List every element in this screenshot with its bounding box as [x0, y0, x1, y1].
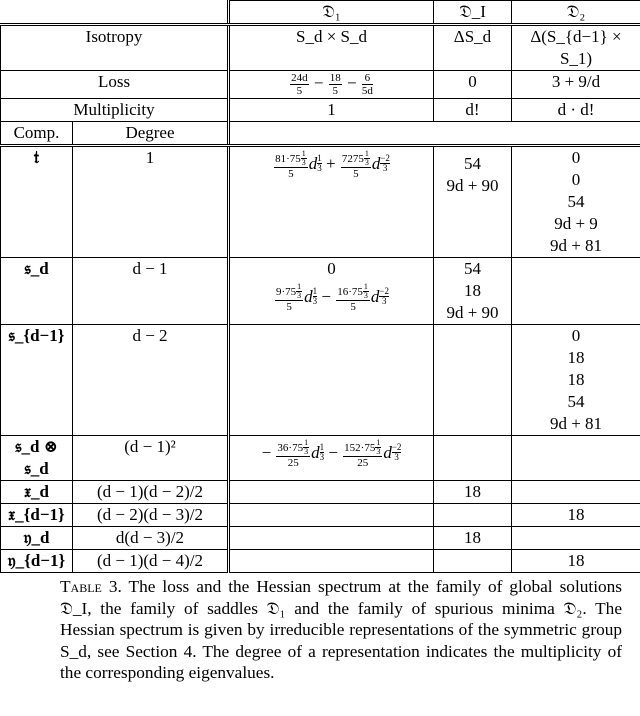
denominator: 5 [286, 301, 292, 313]
eigenvalue-formula [232, 436, 431, 472]
dI-eigenvalues [434, 550, 512, 573]
variable: d [304, 286, 313, 306]
header-d1: 𝔇₁ [229, 1, 434, 25]
component: 𝔰_{d−1} [1, 325, 73, 436]
multiplicity-label: Multiplicity [1, 99, 229, 122]
component: 𝔶_{d−1} [1, 550, 73, 573]
dI-eigenvalues [434, 325, 512, 436]
denominator: 5 [332, 85, 338, 97]
operator: − [328, 442, 338, 462]
fraction [343, 439, 382, 469]
d2-eigenvalues [512, 504, 640, 527]
component: 𝔶_d [1, 527, 73, 550]
degree: (d − 1)(d − 4)/2 [73, 550, 229, 573]
exponent [363, 283, 369, 300]
empty-corner [1, 1, 229, 25]
exp-den: 3 [319, 451, 325, 462]
exp-num: −2 [391, 441, 402, 452]
isotropy-d2: Δ(S_{d−1} × S_1) [512, 25, 640, 71]
exponent [317, 154, 322, 173]
table-row [1, 504, 640, 527]
eigenvalue: 9d + 9 [554, 214, 598, 233]
variable: d [383, 442, 392, 462]
denominator: 25 [357, 457, 369, 469]
multiplicity-d2: d · d! [512, 99, 640, 122]
exp-den: 3 [364, 158, 369, 167]
d1-eigenvalues [229, 527, 434, 550]
eigenvalue: 18 [464, 482, 481, 501]
variable: d [308, 153, 318, 173]
degree: (d − 1)(d − 2)/2 [73, 481, 229, 504]
numerator-base: 16·75 [337, 286, 363, 298]
eigenvalue: 54 [567, 392, 585, 411]
operator: − [347, 73, 357, 93]
loss-d1 [229, 71, 434, 99]
degree: d − 2 [73, 325, 229, 436]
exp-den: 3 [382, 162, 388, 173]
fraction [274, 150, 308, 180]
numerator: 6 [362, 72, 373, 85]
d1-eigenvalues [229, 146, 434, 258]
exp-num: 1 [376, 438, 381, 447]
degree: 1 [73, 146, 229, 258]
exp-den: 3 [317, 162, 322, 173]
exp-num: −2 [380, 152, 390, 163]
sign: − [261, 442, 272, 462]
operator: + [326, 153, 336, 173]
numerator-base: 7275 [341, 153, 364, 165]
eigenvalue: 54 [464, 154, 481, 173]
variable: d [311, 442, 320, 462]
eigenvalue: 0 [571, 148, 581, 167]
dI-eigenvalues [434, 481, 512, 504]
exponent [380, 154, 390, 173]
d1-eigenvalues [229, 504, 434, 527]
exp-num: 1 [304, 438, 309, 447]
denominator: 5d [361, 85, 373, 97]
table-row [1, 258, 640, 325]
degree-header: Degree [73, 122, 229, 146]
degree: d(d − 3)/2 [73, 527, 229, 550]
exp-num: 1 [364, 149, 369, 158]
exp-den: 3 [363, 291, 368, 300]
denominator: 25 [287, 457, 299, 469]
variable: d [371, 153, 381, 173]
degree: (d − 1)² [73, 436, 229, 481]
eigenvalue: 18 [464, 528, 481, 547]
exp-den: 3 [376, 447, 381, 456]
eigenvalue-formula [232, 147, 431, 183]
numerator-base: 9·75 [275, 286, 297, 298]
numerator [276, 439, 310, 457]
fraction [275, 283, 303, 313]
eigenvalue: 18 [567, 370, 585, 389]
eigenvalue: 18 [464, 281, 481, 300]
fraction [276, 439, 310, 469]
eigenvalue: 9d + 81 [549, 236, 603, 255]
component: 𝔱 [1, 146, 73, 258]
exponent [320, 443, 325, 462]
d2-eigenvalues [512, 325, 640, 436]
d1-eigenvalues [229, 258, 434, 325]
degree: (d − 2)(d − 3)/2 [73, 504, 229, 527]
exp-den: 3 [381, 295, 387, 306]
exp-num: 1 [363, 282, 368, 291]
variable: d [370, 286, 380, 306]
d2-eigenvalues [512, 436, 640, 481]
component: 𝔵_{d−1} [1, 504, 73, 527]
exp-num: 1 [301, 149, 306, 158]
d1-eigenvalues [229, 481, 434, 504]
table-row [1, 527, 640, 550]
d2-eigenvalues [512, 527, 640, 550]
eigenvalue: 18 [567, 551, 585, 570]
dI-eigenvalues [434, 146, 512, 258]
eigenvalue: 9d + 90 [446, 303, 499, 322]
exp-num: 1 [319, 441, 325, 452]
exponent [313, 287, 318, 306]
multiplicity-d1: 1 [229, 99, 434, 122]
loss-dI: 0 [434, 71, 512, 99]
eigenvalue: 54 [464, 259, 481, 278]
d1-eigenvalues [229, 325, 434, 436]
component: 𝔰_d [1, 258, 73, 325]
d1-eigenvalues [229, 436, 434, 481]
numerator: 24d [291, 72, 308, 84]
exp-num: 1 [317, 152, 322, 163]
numerator [274, 150, 308, 168]
numerator [336, 283, 370, 301]
fraction [341, 150, 371, 180]
fraction [336, 283, 370, 313]
exp-den: 3 [304, 447, 309, 456]
empty-header [229, 122, 640, 146]
numerator [275, 283, 303, 301]
exp-num: −2 [379, 285, 389, 296]
dI-eigenvalues [434, 527, 512, 550]
numerator-base: 36·75 [277, 442, 304, 454]
numerator-base: 152·75 [344, 442, 376, 454]
eigenvalue: 54 [567, 192, 585, 211]
table-row [1, 436, 640, 481]
exp-den: 3 [394, 451, 399, 462]
exp-den: 3 [312, 295, 318, 306]
numerator: 18 [329, 72, 341, 84]
exponent [364, 150, 370, 167]
eigenvalue: 0 [571, 170, 581, 189]
denominator: 5 [296, 85, 303, 97]
exp-den: 3 [301, 158, 306, 167]
exp-num: 1 [312, 285, 318, 296]
eigenvalue-formula [232, 280, 431, 316]
exponent [296, 283, 302, 300]
exponent [392, 443, 402, 462]
numerator-base: 81·75 [275, 153, 301, 165]
denominator: 5 [353, 168, 359, 180]
numerator [341, 150, 371, 168]
eigenvalue: 18 [567, 348, 585, 367]
eigenvalue: 9d + 90 [446, 176, 499, 195]
header-d2: 𝔇₂ [512, 1, 640, 25]
loss-label: Loss [1, 71, 229, 99]
exponent [379, 287, 389, 306]
d2-eigenvalues [512, 146, 640, 258]
operator: − [313, 73, 324, 93]
d2-eigenvalues [512, 258, 640, 325]
isotropy-d1: S_d × S_d [229, 25, 434, 71]
d1-eigenvalues [229, 550, 434, 573]
fraction [290, 72, 309, 97]
comp-header: Comp. [1, 122, 73, 146]
d2-eigenvalues [512, 481, 640, 504]
eigenvalue: 0 [571, 326, 581, 345]
loss-d2: 3 + 9/d [512, 71, 640, 99]
operator: − [321, 286, 331, 306]
degree: d − 1 [73, 258, 229, 325]
exponent [375, 439, 381, 456]
isotropy-dI: ΔS_d [434, 25, 512, 71]
exponent [301, 150, 307, 167]
exp-den: 3 [297, 291, 302, 300]
component: 𝔰_d ⊗ 𝔰_d [1, 436, 73, 481]
table-row [1, 146, 640, 258]
table-caption [60, 576, 622, 684]
denominator: 5 [350, 301, 356, 313]
table-row [1, 481, 640, 504]
exp-num: 1 [297, 282, 302, 291]
multiplicity-dI: d! [434, 99, 512, 122]
dI-eigenvalues [434, 504, 512, 527]
fraction [329, 72, 342, 97]
denominator: 5 [288, 168, 294, 180]
eigenvalue: 9d + 81 [549, 414, 603, 433]
exponent [303, 439, 309, 456]
table-row [1, 550, 640, 573]
numerator [343, 439, 382, 457]
d2-eigenvalues [512, 550, 640, 573]
isotropy-label: Isotropy [1, 25, 229, 71]
eigenvalue: 18 [567, 505, 585, 524]
header-dI: 𝔇_I [434, 1, 512, 25]
caption-label: Table 3. [60, 577, 122, 596]
table-row [1, 325, 640, 436]
dI-eigenvalues [434, 436, 512, 481]
component: 𝔵_d [1, 481, 73, 504]
eigenvalue: 0 [327, 259, 336, 278]
fraction [362, 72, 373, 97]
dI-eigenvalues [434, 258, 512, 325]
caption-text: The loss and the Hessian spectrum at the family of global solutions 𝔇_I, the family of saddles 𝔇₁ and the family of spurious minima 𝔇₂. The Hessian spectrum is given by irreducible representations of the symmetric group S_d, see Section 4. The degree of a representation indicates the multiplicity of the corresponding eigenvalues. [60, 577, 622, 682]
